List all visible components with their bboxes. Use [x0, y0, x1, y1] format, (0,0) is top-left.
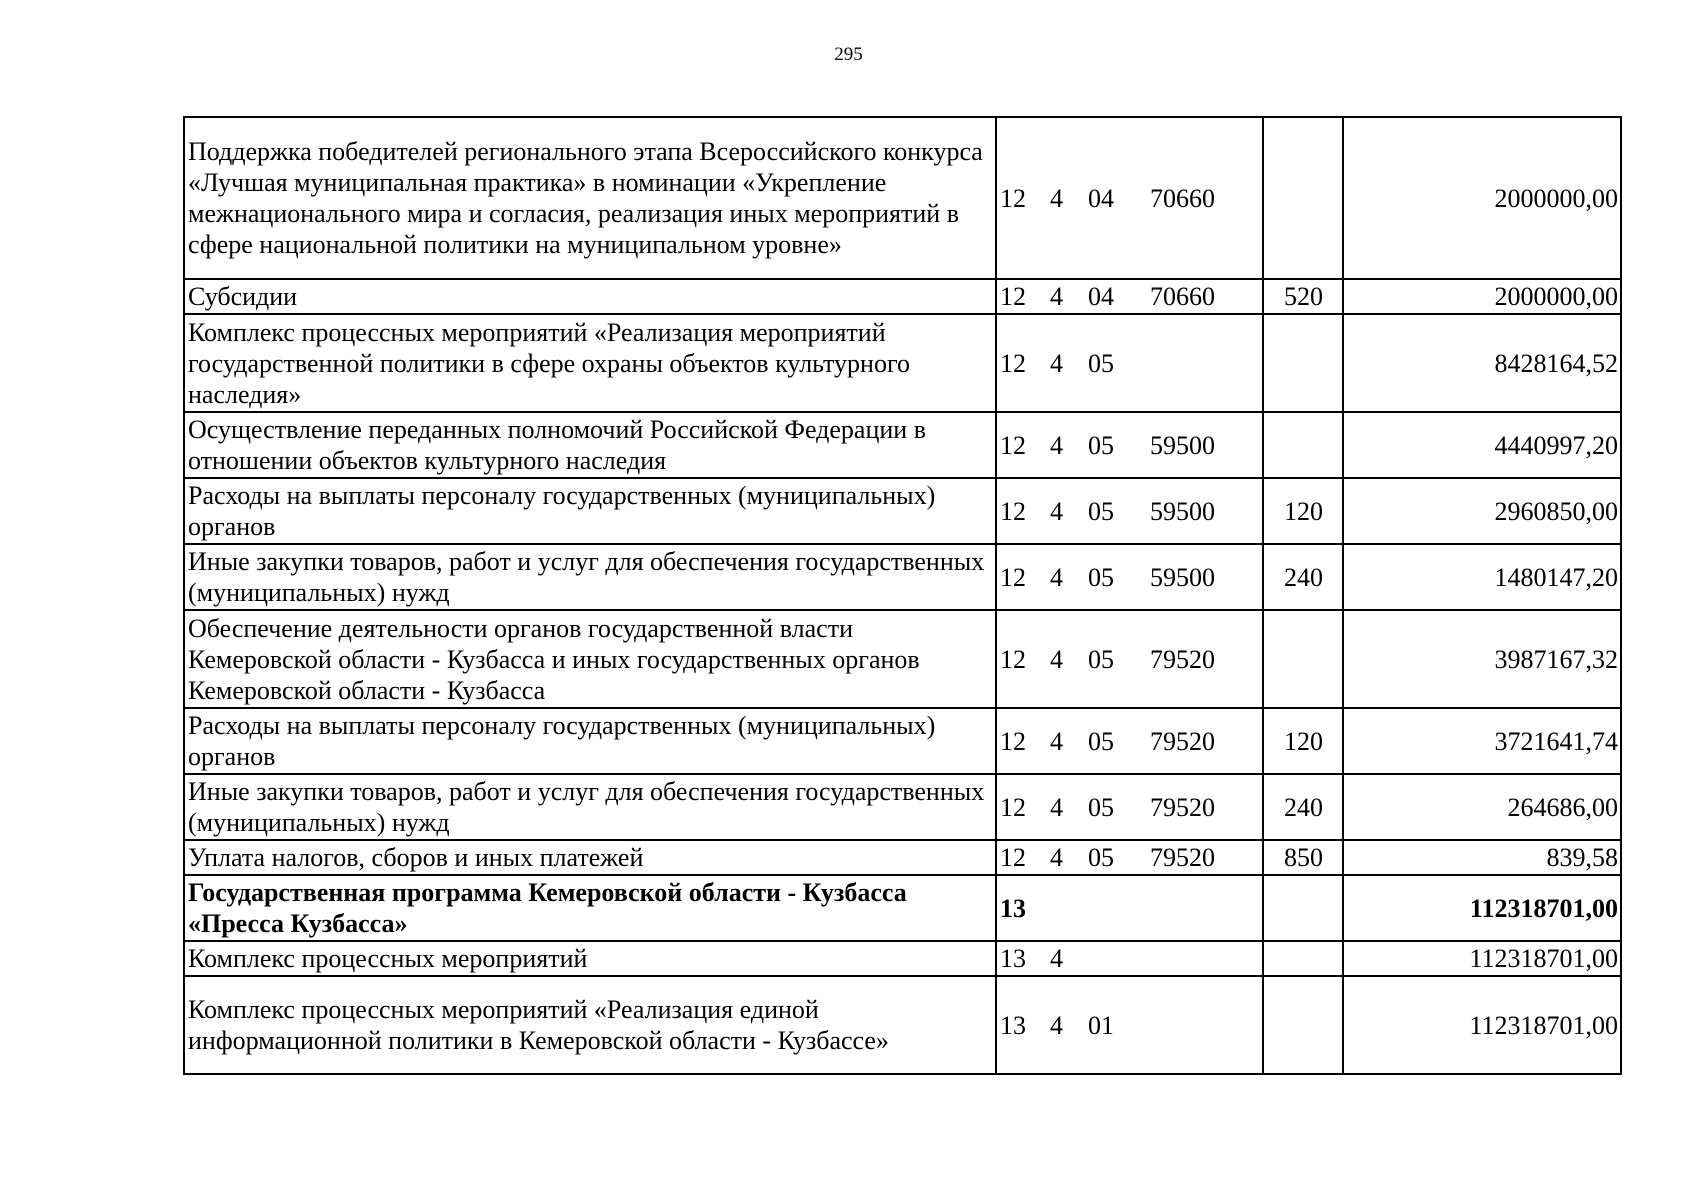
row-amount: 112318701,00: [1343, 875, 1621, 941]
code-direction: 79520: [1150, 644, 1215, 674]
code-subprogram: 4: [1050, 348, 1063, 378]
row-amount: 4440997,20: [1343, 412, 1621, 478]
table-row: [184, 875, 1621, 941]
code-program: 12: [1000, 348, 1026, 378]
table-row: [184, 314, 1621, 412]
code-group: 04: [1088, 282, 1114, 311]
table-row: [184, 976, 1621, 1074]
row-amount: 1480147,20: [1343, 544, 1621, 610]
row-description: Уплата налогов, сборов и иных платежей: [184, 840, 996, 875]
row-target-code: [996, 840, 1263, 875]
row-amount: 8428164,52: [1343, 314, 1621, 412]
row-description: Государственная программа Кемеровской области - Кузбасса «Пресса Кузбасса»: [184, 875, 996, 941]
row-expense-type: [1263, 875, 1343, 941]
row-expense-type: [1263, 314, 1343, 412]
code-subprogram: 4: [1050, 562, 1063, 592]
table-row: [184, 941, 1621, 976]
row-expense-type: 520: [1263, 279, 1343, 314]
row-target-code: [996, 976, 1263, 1074]
code-group: 05: [1088, 792, 1114, 822]
row-target-code: [996, 774, 1263, 840]
row-target-code: [996, 875, 1263, 941]
code-program: 12: [1000, 726, 1026, 756]
code-direction: 59500: [1150, 562, 1215, 592]
row-expense-type: 120: [1263, 478, 1343, 544]
row-description: Расходы на выплаты персоналу государственных (муниципальных) органов: [184, 478, 996, 544]
row-amount: 2000000,00: [1343, 117, 1621, 279]
row-expense-type: 240: [1263, 544, 1343, 610]
code-direction: 79520: [1150, 843, 1215, 872]
table-row: [184, 774, 1621, 840]
row-description: Комплекс процессных мероприятий «Реализация мероприятий государственной политики в сфере охраны объектов культурного наследия»: [184, 314, 996, 412]
row-description: Расходы на выплаты персоналу государственных (муниципальных) органов: [184, 708, 996, 774]
code-direction: 59500: [1150, 496, 1215, 526]
code-subprogram: 4: [1050, 430, 1063, 460]
row-target-code: [996, 478, 1263, 544]
code-subprogram: 4: [1050, 282, 1063, 311]
row-target-code: [996, 544, 1263, 610]
code-program: 12: [1000, 282, 1026, 311]
code-program: 12: [1000, 562, 1026, 592]
row-target-code: [996, 314, 1263, 412]
code-direction: 70660: [1150, 183, 1215, 213]
table-row: [184, 412, 1621, 478]
code-subprogram: 4: [1050, 644, 1063, 674]
row-target-code: [996, 117, 1263, 279]
row-amount: 2000000,00: [1343, 279, 1621, 314]
budget-table: [183, 116, 1622, 1075]
row-target-code: [996, 941, 1263, 976]
row-target-code: [996, 279, 1263, 314]
row-description: Комплекс процессных мероприятий «Реализация единой информационной политики в Кемеровской области - Кузбассе»: [184, 976, 996, 1074]
table-row: [184, 610, 1621, 708]
code-subprogram: 4: [1050, 792, 1063, 822]
code-group: 05: [1088, 726, 1114, 756]
row-description: Субсидии: [184, 279, 996, 314]
code-direction: 79520: [1150, 792, 1215, 822]
code-direction: 70660: [1150, 282, 1215, 311]
code-direction: 79520: [1150, 726, 1215, 756]
row-expense-type: [1263, 976, 1343, 1074]
row-description: Иные закупки товаров, работ и услуг для обеспечения государственных (муниципальных) нужд: [184, 774, 996, 840]
code-subprogram: 4: [1050, 1010, 1063, 1040]
row-target-code: [996, 412, 1263, 478]
code-group: 05: [1088, 496, 1114, 526]
page-number: 295: [834, 44, 863, 65]
code-program: 13: [1000, 893, 1026, 923]
code-program: 12: [1000, 183, 1026, 213]
table-row: [184, 840, 1621, 875]
row-target-code: [996, 610, 1263, 708]
table-row: [184, 544, 1621, 610]
row-expense-type: [1263, 941, 1343, 976]
row-description: Обеспечение деятельности органов государственной власти Кемеровской области - Кузбасса и иных государственных органов Кемеровской области - Кузбасса: [184, 610, 996, 708]
code-direction: 59500: [1150, 430, 1215, 460]
row-expense-type: 240: [1263, 774, 1343, 840]
row-description: Иные закупки товаров, работ и услуг для обеспечения государственных (муниципальных) нужд: [184, 544, 996, 610]
code-subprogram: 4: [1050, 944, 1063, 973]
code-subprogram: 4: [1050, 496, 1063, 526]
row-description: Комплекс процессных мероприятий: [184, 941, 996, 976]
row-expense-type: [1263, 610, 1343, 708]
code-program: 12: [1000, 792, 1026, 822]
row-amount: 112318701,00: [1343, 976, 1621, 1074]
row-expense-type: [1263, 117, 1343, 279]
row-expense-type: 850: [1263, 840, 1343, 875]
row-target-code: [996, 708, 1263, 774]
code-group: 01: [1088, 1010, 1114, 1040]
row-expense-type: [1263, 412, 1343, 478]
code-group: 04: [1088, 183, 1114, 213]
table-row: [184, 708, 1621, 774]
table-row: [184, 279, 1621, 314]
code-program: 13: [1000, 944, 1026, 973]
row-expense-type: 120: [1263, 708, 1343, 774]
row-description: Поддержка победителей регионального этапа Всероссийского конкурса «Лучшая муниципальная практика» в номинации «Укрепление межнационального мира и согласия, реализация иных мероприятий в сфере национальной политики на муниципальном уровне»: [184, 117, 996, 279]
row-description: Осуществление переданных полномочий Российской Федерации в отношении объектов культурного наследия: [184, 412, 996, 478]
row-amount: 3987167,32: [1343, 610, 1621, 708]
row-amount: 3721641,74: [1343, 708, 1621, 774]
code-group: 05: [1088, 843, 1114, 872]
table-row: [184, 478, 1621, 544]
row-amount: 264686,00: [1343, 774, 1621, 840]
code-group: 05: [1088, 562, 1114, 592]
row-amount: 112318701,00: [1343, 941, 1621, 976]
code-program: 12: [1000, 496, 1026, 526]
row-amount: 2960850,00: [1343, 478, 1621, 544]
code-subprogram: 4: [1050, 183, 1063, 213]
code-subprogram: 4: [1050, 726, 1063, 756]
code-group: 05: [1088, 644, 1114, 674]
table-row: [184, 117, 1621, 279]
code-group: 05: [1088, 348, 1114, 378]
code-program: 12: [1000, 644, 1026, 674]
code-program: 13: [1000, 1010, 1026, 1040]
code-program: 12: [1000, 430, 1026, 460]
budget-table-body: [184, 117, 1621, 1074]
code-program: 12: [1000, 843, 1026, 872]
row-amount: 839,58: [1343, 840, 1621, 875]
code-subprogram: 4: [1050, 843, 1063, 872]
code-group: 05: [1088, 430, 1114, 460]
